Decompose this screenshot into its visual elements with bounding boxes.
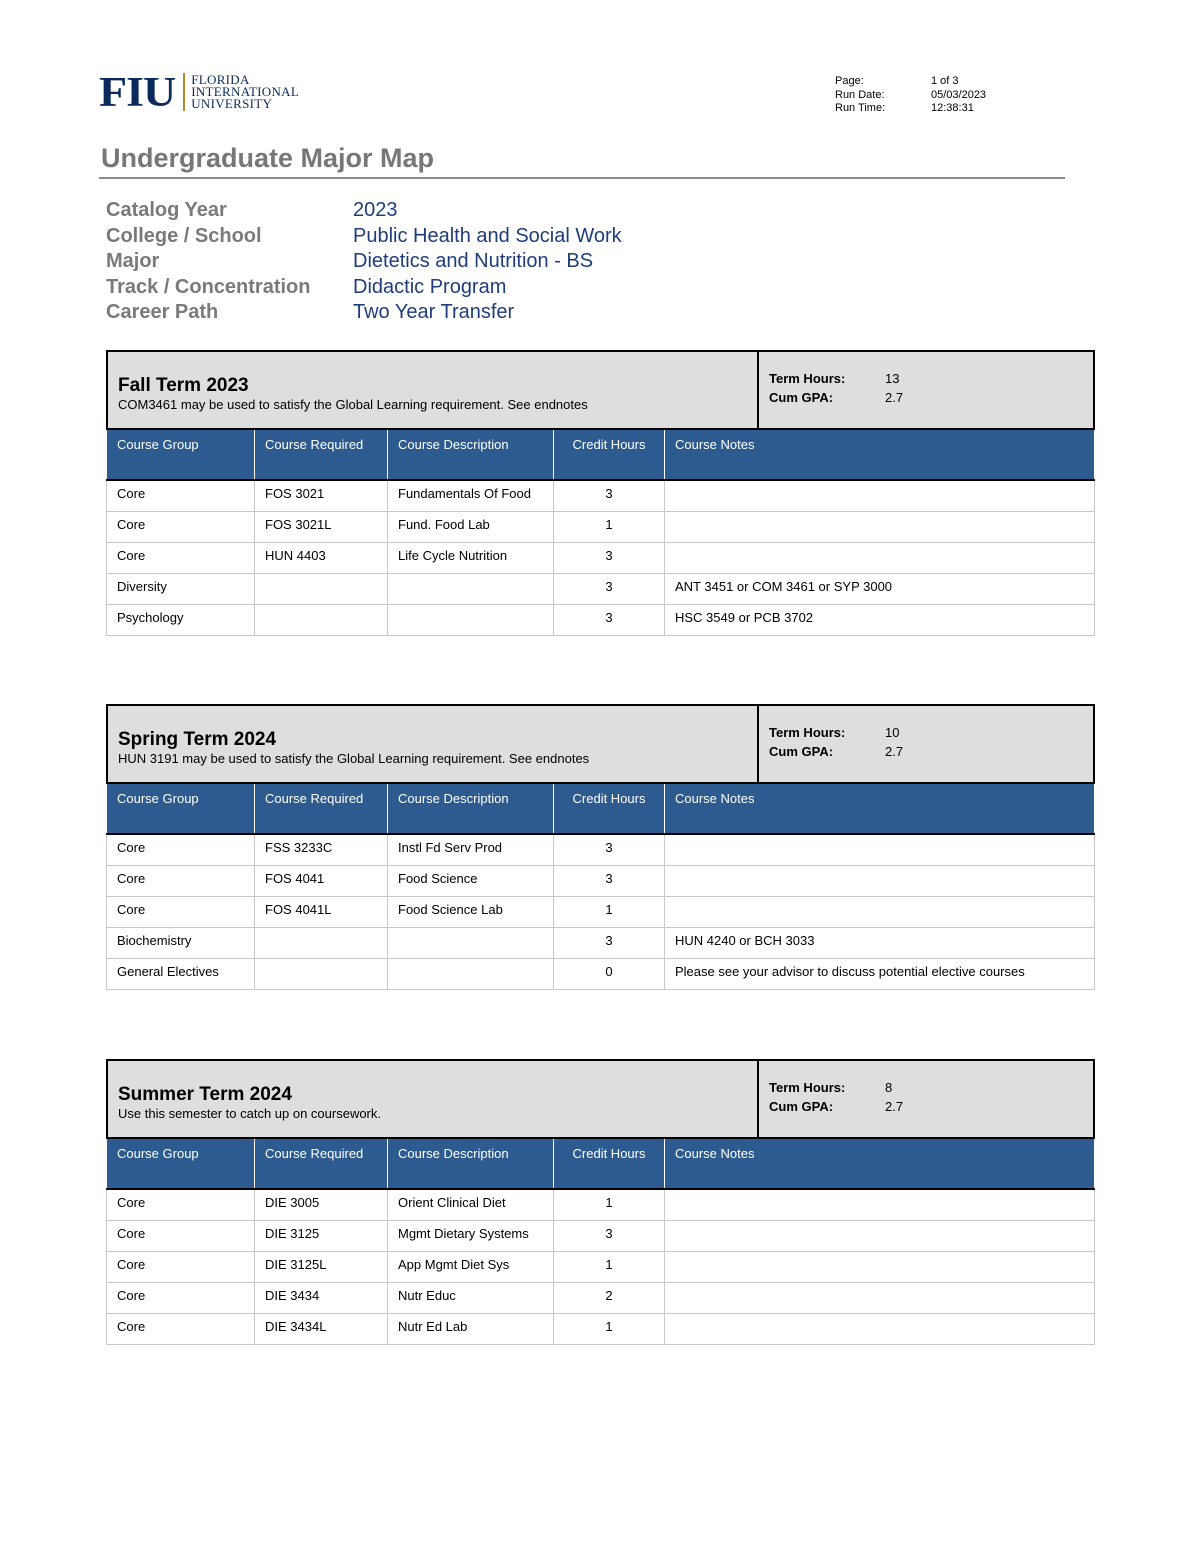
run-info [835,75,986,116]
cell-course-group: General Electives [107,959,255,990]
cell-course-required [255,959,388,990]
cell-course-notes: Please see your advisor to discuss potential elective courses [665,959,1095,990]
term-summary [759,1061,1097,1137]
cell-course-required: DIE 3434 [255,1283,388,1314]
table-row [107,1283,1095,1314]
cell-course-required: FOS 4041 [255,866,388,897]
cell-course-group: Core [107,1189,255,1221]
table-row [107,1252,1095,1283]
column-header-group: Course Group [107,784,255,834]
career-path-label: Career Path [106,301,219,323]
cell-course-group: Core [107,897,255,928]
term-hours-value: 8 [885,1080,893,1095]
term-hours-value: 10 [885,725,900,740]
cell-course-description: Food Science Lab [388,897,554,928]
cell-course-description: Mgmt Dietary Systems [388,1221,554,1252]
table-row [107,512,1095,543]
track-value: Didactic Program [353,275,507,298]
logo-line: FLORIDA [191,72,250,87]
term-note: HUN 3191 may be used to satisfy the Global Learning requirement. See endnotes [118,751,590,766]
cell-course-description [388,605,554,636]
column-header-required: Course Required [255,1139,388,1189]
term-title-cell [108,1061,759,1137]
cell-course-notes: ANT 3451 or COM 3461 or SYP 3000 [665,574,1095,605]
major-label: Major [106,250,160,272]
table-row [107,1314,1095,1345]
table-row [107,574,1095,605]
cell-credit-hours: 0 [554,959,665,990]
cell-course-required: DIE 3125L [255,1252,388,1283]
title-divider [99,177,1065,179]
cell-course-description: Nutr Educ [388,1283,554,1314]
page-value: 1 of 3 [931,75,959,87]
column-header-notes: Course Notes [665,430,1095,480]
cell-course-notes [665,543,1095,574]
cell-credit-hours: 3 [554,574,665,605]
term-hours-label: Term Hours: [769,371,846,386]
term-header [106,350,1095,430]
fiu-logo [99,68,300,115]
page-title: Undergraduate Major Map [101,143,435,173]
term-hours-label: Term Hours: [769,1080,846,1095]
logo-divider [183,73,185,111]
column-header-notes: Course Notes [665,1139,1095,1189]
column-header-hours: Credit Hours [554,1139,665,1189]
table-row [107,866,1095,897]
cell-course-description: Life Cycle Nutrition [388,543,554,574]
cell-credit-hours: 3 [554,480,665,512]
column-header-group: Course Group [107,1139,255,1189]
cell-credit-hours: 1 [554,1252,665,1283]
cell-credit-hours: 3 [554,834,665,866]
run-time-label: Run Time: [835,102,886,114]
gpa-label: Cum GPA: [769,744,834,759]
cell-course-notes [665,1283,1095,1314]
gpa-value: 2.7 [885,390,904,405]
cell-course-notes [665,1252,1095,1283]
cell-course-required: FOS 3021L [255,512,388,543]
catalog-year-label: Catalog Year [106,199,227,221]
term-summary [759,706,1097,782]
cell-course-description [388,928,554,959]
term-summary [759,352,1097,428]
cell-course-group: Core [107,866,255,897]
course-rows [107,1189,1095,1345]
cell-course-required: FSS 3233C [255,834,388,866]
cell-course-description: Orient Clinical Diet [388,1189,554,1221]
track-label: Track / Concentration [106,275,311,298]
cell-course-group: Core [107,1283,255,1314]
cell-course-required: DIE 3125 [255,1221,388,1252]
course-rows [107,480,1095,636]
column-header-required: Course Required [255,784,388,834]
cell-credit-hours: 1 [554,512,665,543]
cell-credit-hours: 3 [554,605,665,636]
logo-line: UNIVERSITY [191,96,273,111]
term-header [106,1059,1095,1139]
cell-course-group: Core [107,1314,255,1345]
cell-course-description [388,574,554,605]
cell-credit-hours: 3 [554,928,665,959]
table-row [107,959,1095,990]
gpa-label: Cum GPA: [769,1099,834,1114]
gpa-value: 2.7 [885,1099,904,1114]
cell-course-required: FOS 4041L [255,897,388,928]
term-header [106,704,1095,784]
cell-course-notes [665,480,1095,512]
cell-course-notes [665,866,1095,897]
cell-course-description: App Mgmt Diet Sys [388,1252,554,1283]
cell-course-notes [665,512,1095,543]
cell-course-group: Core [107,834,255,866]
cell-course-required: FOS 3021 [255,480,388,512]
table-row [107,834,1095,866]
term-note: COM3461 may be used to satisfy the Global Learning requirement. See endnotes [118,397,588,412]
college-value: Public Health and Social Work [353,224,622,247]
cell-course-notes: HUN 4240 or BCH 3033 [665,928,1095,959]
column-header-notes: Course Notes [665,784,1095,834]
cell-course-description: Instl Fd Serv Prod [388,834,554,866]
course-rows [107,834,1095,990]
cell-credit-hours: 1 [554,1189,665,1221]
program-info [106,199,622,324]
term-title-cell [108,352,759,428]
table-row [107,480,1095,512]
column-header-hours: Credit Hours [554,784,665,834]
term-title-cell [108,706,759,782]
column-header-description: Course Description [388,1139,554,1189]
term-hours-value: 13 [885,371,900,386]
catalog-year-value: 2023 [353,199,398,221]
cell-course-description: Food Science [388,866,554,897]
cell-credit-hours: 1 [554,1314,665,1345]
cell-course-required: DIE 3005 [255,1189,388,1221]
major-value: Dietetics and Nutrition - BS [353,250,594,272]
run-time-value: 12:38:31 [931,102,974,114]
cell-course-notes [665,897,1095,928]
term-block-fall-2023 [106,350,1095,636]
cell-course-notes [665,834,1095,866]
table-row [107,1221,1095,1252]
cell-course-required: HUN 4403 [255,543,388,574]
cell-course-notes [665,1221,1095,1252]
course-table [106,430,1095,636]
logo-mark: FIU [99,68,176,115]
cell-course-notes: HSC 3549 or PCB 3702 [665,605,1095,636]
cell-credit-hours: 1 [554,897,665,928]
table-row [107,543,1095,574]
table-row [107,897,1095,928]
term-name: Spring Term 2024 [118,729,277,750]
gpa-value: 2.7 [885,744,904,759]
cell-course-required [255,928,388,959]
career-path-value: Two Year Transfer [353,301,515,323]
cell-credit-hours: 3 [554,543,665,574]
column-header-description: Course Description [388,430,554,480]
run-date-label: Run Date: [835,88,885,101]
cell-course-group: Core [107,1252,255,1283]
term-note: Use this semester to catch up on coursework. [118,1106,382,1121]
course-table [106,784,1095,990]
term-block-summer-2024 [106,1059,1095,1345]
term-name: Fall Term 2023 [118,375,249,396]
cell-course-description [388,959,554,990]
cell-course-required [255,574,388,605]
cell-course-description: Fundamentals Of Food [388,480,554,512]
cell-course-notes [665,1314,1095,1345]
cell-course-description: Fund. Food Lab [388,512,554,543]
cell-course-required [255,605,388,636]
table-row [107,605,1095,636]
cell-course-notes [665,1189,1095,1221]
cell-course-group: Core [107,1221,255,1252]
cell-course-required: DIE 3434L [255,1314,388,1345]
cell-course-group: Psychology [107,605,255,636]
run-date-value: 05/03/2023 [931,88,987,101]
page-label: Page: [835,75,864,87]
course-table [106,1139,1095,1345]
cell-credit-hours: 3 [554,1221,665,1252]
term-hours-label: Term Hours: [769,725,846,740]
table-row [107,1189,1095,1221]
term-name: Summer Term 2024 [118,1084,292,1105]
column-header-hours: Credit Hours [554,430,665,480]
cell-course-group: Core [107,480,255,512]
logo-wordmark [191,74,299,110]
cell-course-group: Diversity [107,574,255,605]
column-header-description: Course Description [388,784,554,834]
cell-course-group: Biochemistry [107,928,255,959]
cell-credit-hours: 3 [554,866,665,897]
logo-line: INTERNATIONAL [191,84,300,99]
term-block-spring-2024 [106,704,1095,990]
table-row [107,928,1095,959]
column-header-required: Course Required [255,430,388,480]
cell-course-group: Core [107,543,255,574]
column-header-group: Course Group [107,430,255,480]
college-label: College / School [106,224,262,247]
cell-credit-hours: 2 [554,1283,665,1314]
gpa-label: Cum GPA: [769,390,834,405]
cell-course-group: Core [107,512,255,543]
cell-course-description: Nutr Ed Lab [388,1314,554,1345]
